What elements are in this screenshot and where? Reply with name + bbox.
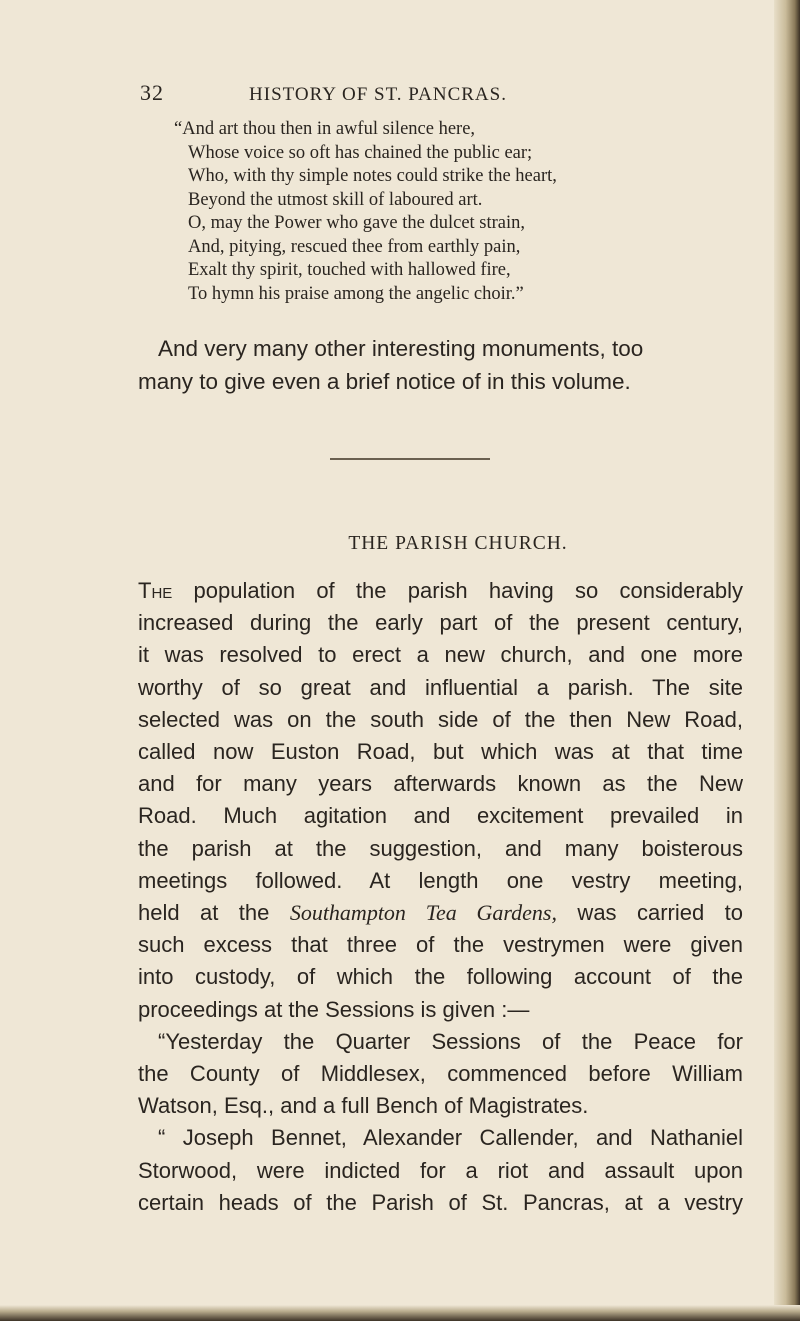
poem-line: Who, with thy simple notes could strike the heart, xyxy=(188,166,557,186)
section-heading: THE PARISH CHURCH. xyxy=(348,533,568,554)
paragraph-line: the parish at the suggestion, and many boisterous xyxy=(138,835,743,861)
poem-line: Beyond the utmost skill of laboured art. xyxy=(188,189,483,210)
paragraph-line: worthy of so great and influential a parish. The site xyxy=(138,674,743,700)
paragraph-line: meetings followed. At length one vestry meeting, xyxy=(138,867,743,893)
section-divider xyxy=(330,458,490,460)
paragraph-line: the County of Middlesex, commenced before William xyxy=(138,1061,743,1087)
paragraph-line: many to give even a brief notice of in this volume. xyxy=(138,369,631,394)
paragraph-line: into custody, of which the following account of the xyxy=(138,964,743,990)
page-number: 32 xyxy=(140,80,164,105)
page-header xyxy=(140,80,620,106)
poem-line: Exalt thy spirit, touched with hallowed fire, xyxy=(188,260,511,280)
paragraph-line: such excess that three of the vestrymen were given xyxy=(138,932,743,958)
paragraph-line: Road. Much agitation and excitement prevailed in xyxy=(138,803,743,829)
paragraph-line: Storwood, were indicted for a riot and assault upon xyxy=(138,1157,743,1183)
paragraph-line: And very many other interesting monuments, too xyxy=(158,336,644,361)
page-bottom-edge xyxy=(0,1305,800,1321)
paragraph-line: selected was on the south side of the then New Road, xyxy=(138,706,743,732)
paragraph-line: Watson, Esq., and a full Bench of Magistrates. xyxy=(138,1093,589,1119)
poem-line: O, may the Power who gave the dulcet strain, xyxy=(188,213,526,233)
paragraph-line: The population of the parish having so considerably xyxy=(138,578,743,603)
page-edge-shadow xyxy=(774,0,800,1321)
paragraph-line: “ Joseph Bennet, Alexander Callender, and Nathaniel xyxy=(158,1125,743,1151)
paragraph-line: proceedings at the Sessions is given :— xyxy=(138,996,530,1022)
paragraph-line: held at the Southampton Tea Gardens, was carried to xyxy=(138,900,743,926)
running-title: HISTORY OF ST. PANCRAS. xyxy=(249,84,507,105)
closing-paragraph xyxy=(138,332,778,398)
italic-place-name: Southampton Tea Gardens, xyxy=(289,900,557,926)
poem-line: Whose voice so oft has chained the public ear; xyxy=(188,142,533,163)
poem-line: “And art thou then in awful silence here, xyxy=(174,119,476,139)
paragraph-line: increased during the early part of the present century, xyxy=(138,610,743,636)
body-paragraph xyxy=(138,575,743,1219)
drop-word: The xyxy=(138,578,173,603)
paragraph-line: it was resolved to erect a new church, and one more xyxy=(138,642,743,668)
paragraph-line: called now Euston Road, but which was at that time xyxy=(138,739,743,765)
poem-line: To hymn his praise among the angelic choir.” xyxy=(188,283,524,304)
poem-line: And, pitying, rescued thee from earthly pain, xyxy=(188,236,521,257)
paragraph-line: certain heads of the Parish of St. Pancras, at a vestry xyxy=(138,1189,743,1215)
poem-block xyxy=(174,118,768,306)
paragraph-line: and for many years afterwards known as the New xyxy=(138,771,743,797)
paragraph-line: “Yesterday the Quarter Sessions of the Peace for xyxy=(158,1028,743,1054)
